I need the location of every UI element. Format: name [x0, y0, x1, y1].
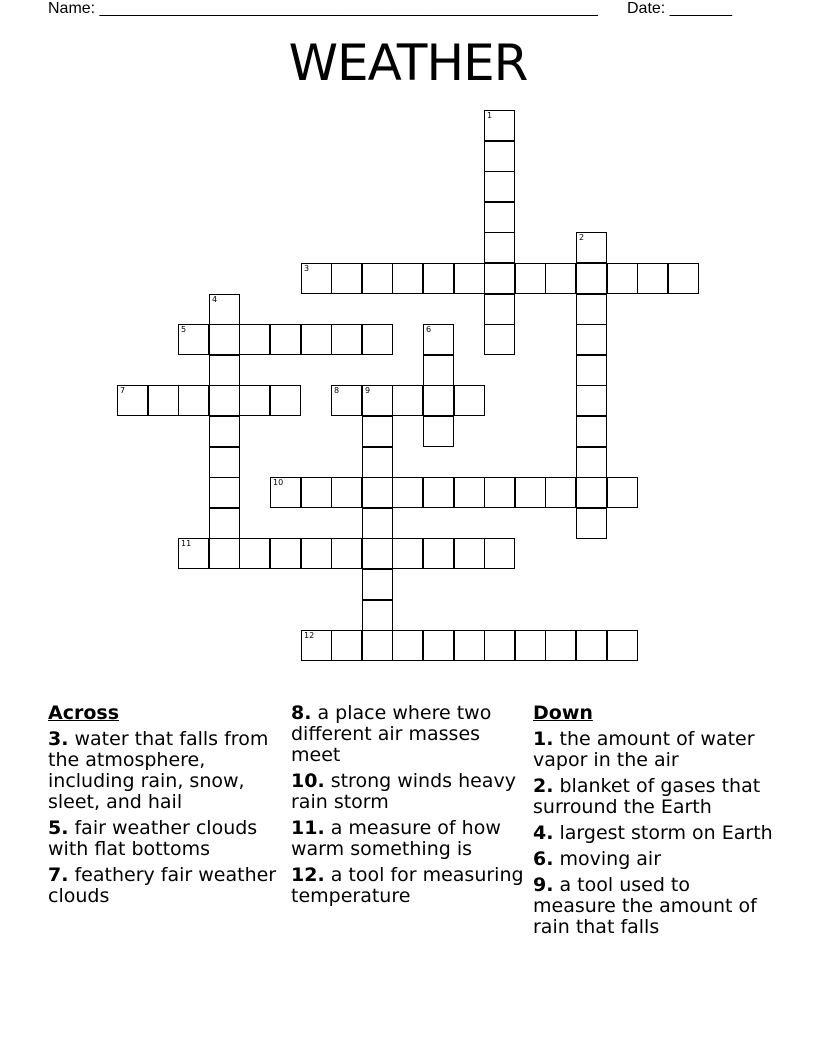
down-clue: 4. largest storm on Earth [533, 822, 773, 844]
grid-cell[interactable] [484, 538, 515, 569]
grid-cell[interactable] [576, 477, 607, 508]
name-line: Name: ________________________________________________________ [48, 0, 598, 17]
across-clue: 7. feathery fair weather clouds [48, 864, 277, 907]
across-clue: 10. strong winds heavy rain storm [291, 770, 516, 813]
grid-cell[interactable] [576, 630, 607, 661]
grid-cell[interactable] [301, 324, 332, 355]
grid-cell[interactable] [209, 538, 240, 569]
grid-cell[interactable] [484, 171, 515, 202]
grid-cell[interactable] [178, 538, 209, 569]
grid-cell[interactable] [239, 538, 270, 569]
grid-cell[interactable] [454, 477, 485, 508]
grid-cell[interactable] [484, 232, 515, 263]
grid-cell[interactable] [423, 324, 454, 355]
grid-cell[interactable] [423, 477, 454, 508]
grid-cell[interactable] [515, 263, 546, 294]
clue-number: 2 [579, 233, 585, 242]
grid-cell[interactable] [331, 263, 362, 294]
down-clue: 2. blanket of gases that surround the Earth [533, 775, 761, 818]
grid-cell[interactable] [362, 600, 393, 631]
clue-number: 4 [212, 295, 218, 304]
grid-cell[interactable] [484, 263, 515, 294]
grid-cell[interactable] [637, 263, 668, 294]
grid-cell[interactable] [392, 385, 423, 416]
grid-cell[interactable] [270, 385, 301, 416]
grid-cell[interactable] [484, 202, 515, 233]
grid-cell[interactable] [239, 324, 270, 355]
puzzle-title: WEATHER [288, 34, 528, 92]
grid-cell[interactable] [209, 294, 240, 325]
grid-cell[interactable] [362, 324, 393, 355]
grid-cell[interactable] [576, 232, 607, 263]
grid-cell[interactable] [576, 263, 607, 294]
grid-cell[interactable] [607, 477, 638, 508]
grid-cell[interactable] [331, 538, 362, 569]
grid-cell[interactable] [576, 508, 607, 539]
grid-cell[interactable] [454, 538, 485, 569]
grid-cell[interactable] [209, 447, 240, 478]
grid-cell[interactable] [362, 416, 393, 447]
grid-cell[interactable] [454, 385, 485, 416]
grid-cell[interactable] [362, 385, 393, 416]
grid-cell[interactable] [576, 385, 607, 416]
grid-cell[interactable] [423, 385, 454, 416]
across-clue: 5. fair weather clouds with flat bottoms [48, 817, 258, 860]
grid-cell[interactable] [576, 416, 607, 447]
grid-cell[interactable] [301, 477, 332, 508]
grid-cell[interactable] [178, 324, 209, 355]
grid-cell[interactable] [423, 416, 454, 447]
grid-cell[interactable] [454, 263, 485, 294]
clue-number: 7 [120, 386, 126, 395]
grid-cell[interactable] [423, 355, 454, 386]
grid-cell[interactable] [576, 355, 607, 386]
down-clues-column [533, 703, 773, 943]
grid-cell[interactable] [362, 263, 393, 294]
down-clue: 1. the amount of water vapor in the air [533, 728, 755, 771]
grid-cell[interactable] [668, 263, 699, 294]
grid-cell[interactable] [392, 477, 423, 508]
clue-number: 12 [304, 631, 315, 640]
grid-cell[interactable] [484, 324, 515, 355]
grid-cell[interactable] [301, 263, 332, 294]
date-line: Date: _______ [627, 0, 732, 17]
grid-cell[interactable] [392, 538, 423, 569]
grid-cell[interactable] [454, 630, 485, 661]
grid-cell[interactable] [209, 355, 240, 386]
grid-cell[interactable] [209, 416, 240, 447]
grid-cell[interactable] [607, 263, 638, 294]
grid-cell[interactable] [270, 477, 301, 508]
grid-cell[interactable] [209, 477, 240, 508]
grid-cell[interactable] [392, 630, 423, 661]
grid-cell[interactable] [331, 324, 362, 355]
grid-cell[interactable] [423, 263, 454, 294]
grid-cell[interactable] [117, 385, 148, 416]
grid-cell[interactable] [270, 538, 301, 569]
grid-cell[interactable] [392, 263, 423, 294]
grid-cell[interactable] [576, 447, 607, 478]
across-clue: 11. a measure of how warm something is [291, 817, 501, 860]
grid-cell[interactable] [576, 294, 607, 325]
grid-cell[interactable] [362, 569, 393, 600]
grid-cell[interactable] [576, 324, 607, 355]
grid-cell[interactable] [178, 385, 209, 416]
clue-number: 8 [334, 386, 340, 395]
grid-cell[interactable] [362, 447, 393, 478]
grid-cell[interactable] [209, 324, 240, 355]
down-clue: 6. moving air [533, 848, 662, 870]
grid-cell[interactable] [545, 477, 576, 508]
grid-cell[interactable] [362, 508, 393, 539]
grid-cell[interactable] [209, 508, 240, 539]
clue-number: 5 [181, 325, 187, 334]
clue-number: 6 [426, 325, 432, 334]
down-clue: 9. a tool used to measure the amount of rain that falls [533, 874, 757, 938]
grid-cell[interactable] [331, 477, 362, 508]
grid-cell[interactable] [423, 538, 454, 569]
grid-cell[interactable] [484, 630, 515, 661]
across-heading: Across [48, 702, 120, 724]
clue-number: 9 [365, 386, 371, 395]
grid-cell[interactable] [545, 263, 576, 294]
grid-cell[interactable] [484, 294, 515, 325]
down-heading: Down [533, 702, 593, 724]
grid-cell[interactable] [545, 630, 576, 661]
grid-cell[interactable] [362, 477, 393, 508]
across-clue: 8. a place where two different air masses meet [291, 702, 492, 766]
grid-cell[interactable] [484, 141, 515, 172]
grid-cell[interactable] [484, 477, 515, 508]
grid-cell[interactable] [607, 630, 638, 661]
grid-cell[interactable] [362, 630, 393, 661]
grid-cell[interactable] [209, 385, 240, 416]
across-clue: 3. water that falls from the atmosphere, including rain, snow, sleet, and hail [48, 728, 269, 813]
grid-cell[interactable] [148, 385, 179, 416]
grid-cell[interactable] [301, 538, 332, 569]
across-clues-column-2 [291, 703, 527, 912]
grid-cell[interactable] [515, 477, 546, 508]
grid-cell[interactable] [515, 630, 546, 661]
clue-number: 3 [304, 264, 310, 273]
across-clue: 12. a tool for measuring temperature [291, 864, 524, 907]
grid-cell[interactable] [423, 630, 454, 661]
grid-cell[interactable] [270, 324, 301, 355]
grid-cell[interactable] [484, 110, 515, 141]
grid-cell[interactable] [239, 385, 270, 416]
clue-number: 10 [273, 478, 284, 487]
grid-cell[interactable] [362, 538, 393, 569]
across-clues-column-1 [48, 703, 280, 912]
grid-cell[interactable] [331, 385, 362, 416]
grid-cell[interactable] [301, 630, 332, 661]
grid-cell[interactable] [331, 630, 362, 661]
clue-number: 11 [181, 539, 192, 548]
clue-number: 1 [487, 111, 493, 120]
